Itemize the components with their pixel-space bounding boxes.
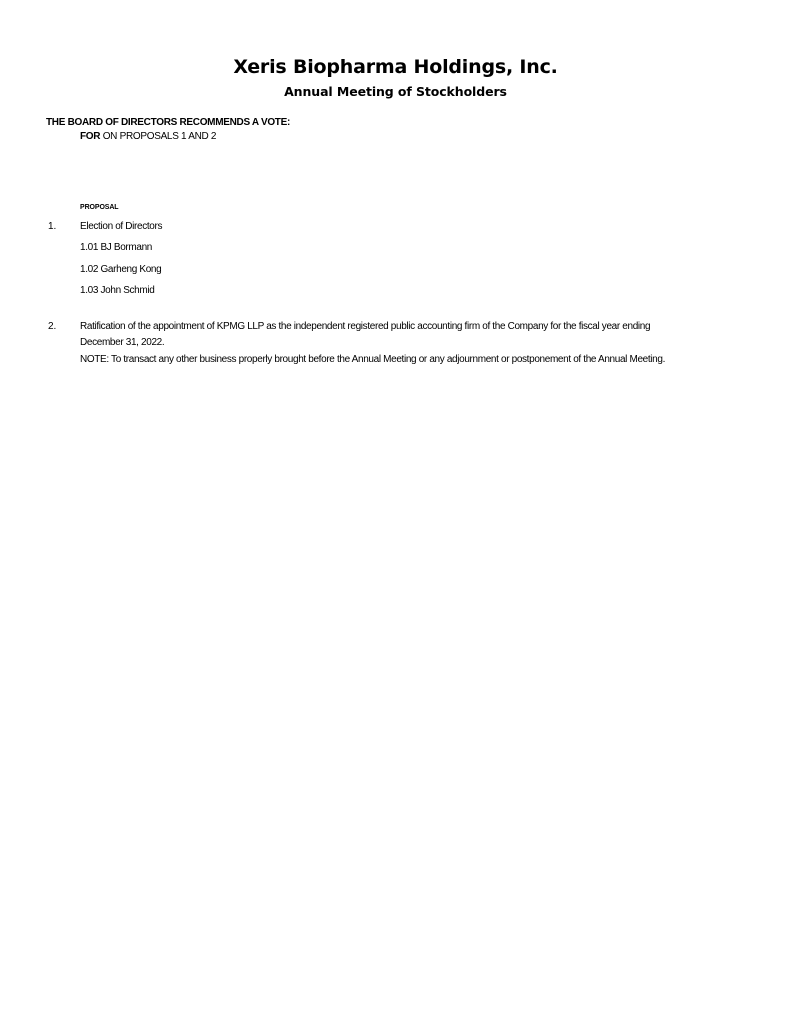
proposal-text-line: Ratification of the appointment of KPMG LLP as the independent registered public accounting firm of the Company for the fiscal year ending (80, 321, 651, 332)
vote-for-proposals: ON PROPOSALS 1 AND 2 (100, 131, 217, 142)
board-recommendation-line (80, 131, 216, 142)
board-recommendation-heading: THE BOARD OF DIRECTORS RECOMMENDS A VOTE: (46, 117, 291, 128)
company-title: Xeris Biopharma Holdings, Inc. (233, 56, 558, 78)
nominee-item: 1.03 John Schmid (80, 285, 155, 296)
proposal-title: Election of Directors (80, 221, 163, 232)
proposal-note: NOTE: To transact any other business properly brought before the Annual Meeting or any adjournment or postponement of the Annual Meeting. (80, 354, 666, 365)
proposal-number: 2. (48, 321, 57, 332)
vote-for-word: FOR (80, 131, 101, 142)
nominee-item: 1.01 BJ Bormann (80, 242, 153, 253)
proposal-number: 1. (48, 221, 57, 232)
proposal-text-line: December 31, 2022. (80, 337, 165, 348)
nominee-item: 1.02 Garheng Kong (80, 264, 162, 275)
proposal-column-heading: PROPOSAL (80, 204, 119, 211)
meeting-subtitle: Annual Meeting of Stockholders (284, 84, 507, 99)
